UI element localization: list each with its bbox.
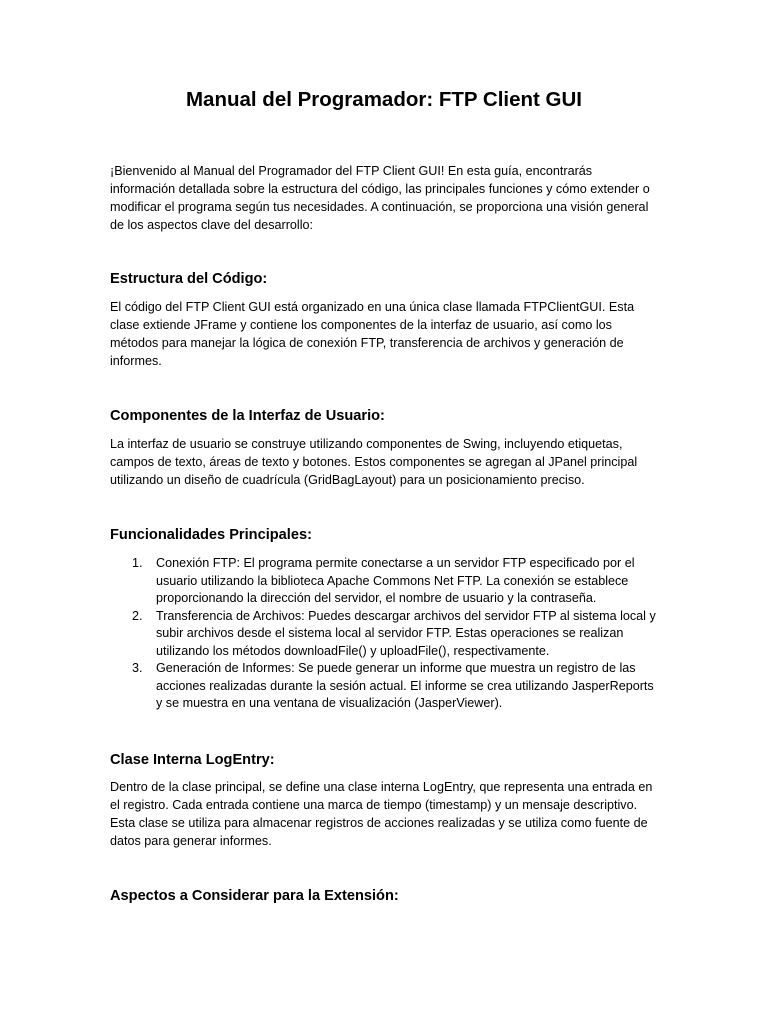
list-item [110, 555, 660, 608]
list-item-text: Generación de Informes: Se puede generar un informe que muestra un registro de las acciones realizadas durante la sesión actual. El informe se crea utilizando JasperReports y se muestra en una ventana de visualización (JasperViewer). [156, 661, 654, 710]
list-item-text: Transferencia de Archivos: Puedes descargar archivos del servidor FTP al sistema local y subir archivos desde el sistema local al servidor FTP. Estas operaciones se realizan utilizando los métodos downloadFile() y uploadFile(), respectivamente. [156, 608, 656, 658]
list-item-number: 3. [132, 661, 143, 675]
section-heading-extension: Aspectos a Considerar para la Extensión: [110, 888, 399, 904]
list-item [110, 608, 660, 661]
section-heading-code-structure: Estructura del Código: [110, 271, 268, 287]
document-title: Manual del Programador: FTP Client GUI [185, 88, 582, 111]
section-body-ui-components: La interfaz de usuario se construye utilizando componentes de Swing, incluyendo etiquetas, campos de texto, áreas de texto y botones. Estos componentes se agregan al JPanel principal utilizando un diseño de cuadrícula (GridBagLayout) para un posicionamiento preciso. [110, 437, 638, 488]
list-item-number: 2. [132, 608, 143, 623]
features-list [110, 555, 660, 713]
section-body-logentry: Dentro de la clase principal, se define una clase interna LogEntry, que representa una entrada en el registro. Cada entrada contiene una marca de tiempo (timestamp) y un mensaje descriptivo. Esta clase se utiliza para almacenar registros de acciones realizadas y se utiliza como fuente de datos para generar informes. [110, 780, 653, 849]
list-item [110, 660, 660, 713]
list-item-number: 1. [132, 556, 143, 570]
list-item-text: Conexión FTP: El programa permite conectarse a un servidor FTP especificado por el usuario utilizando la biblioteca Apache Commons Net FTP. La conexión se establece proporcionando la dirección del servidor, el nombre de usuario y la contraseña. [156, 556, 635, 605]
section-heading-main-features: Funcionalidades Principales: [110, 527, 312, 543]
section-heading-logentry: Clase Interna LogEntry: [110, 752, 275, 768]
intro-paragraph: ¡Bienvenido al Manual del Programador del FTP Client GUI! En esta guía, encontrarás información detallada sobre la estructura del código, las principales funciones y cómo extender o modificar el programa según tus necesidades. A continuación, se proporciona una visión general de los aspectos clave del desarrollo: [110, 164, 650, 233]
section-heading-ui-components: Componentes de la Interfaz de Usuario: [110, 408, 385, 424]
section-body-code-structure: El código del FTP Client GUI está organizado en una única clase llamada FTPClientGUI. Esta clase extiende JFrame y contiene los componentes de la interfaz de usuario, así como los métodos para manejar la lógica de conexión FTP, transferencia de archivos y generación de informes. [110, 300, 635, 369]
